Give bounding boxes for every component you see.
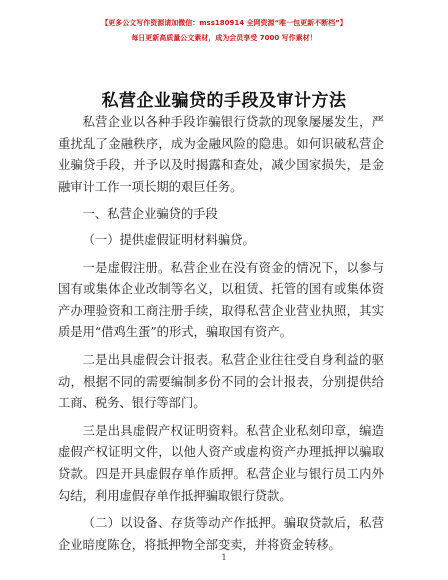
promo-line-1: 【更多公文写作资源请加微信：mss180914 全网资源“唯一包更新不断档”】	[101, 19, 347, 27]
page-number: 1	[221, 553, 227, 562]
document-title: 私营企业骗贷的手段及审计方法	[101, 91, 347, 111]
body-paragraph: 二是出具虚假会计报表。私营企业往往受自身利益的驱动，根据不同的需要编制多份不同的会计报表，分别提供给工商、税务、银行等部门。	[58, 352, 384, 411]
intro-paragraph: 私营企业以各种手段诈骗银行贷款的现象屡屡发生，严重扰乱了金融秩序，成为金融风险的隐患。如何识破私营企业骗贷手段，并予以及时揭露和查处，减少国家损失，是金融审计工作一项长期的艰巨任务。	[58, 115, 384, 194]
section-heading: 一、私营企业骗贷的手段	[82, 207, 218, 222]
promo-line-2: 每日更新高质量公文素材，成为会员享受 7000 写作素材！	[131, 34, 317, 42]
body-paragraph: 三是出具虚假产权证明资料。私营企业私刻印章，编造虚假产权证明文件，以他人资产或虚构资产办理抵押以骗取贷款。四是开具虚假存单作质押。私营企业与银行员工内外勾结，利用虚假存单作抵押骗取银行贷款。	[58, 423, 384, 503]
document-body	[58, 112, 384, 562]
subsection-paragraph: （二）以设备、存货等动产作抵押。骗取贷款后，私营企业暗度陈仓，将抵押物全部变卖，并将资金转移。	[58, 516, 384, 552]
promo-banner	[0, 18, 448, 43]
subsection-heading: （一）提供虚假证明材料骗贷。	[82, 232, 255, 247]
body-paragraph: 一是虚假注册。私营企业在没有资金的情况下，以参与国有或集体企业改制等名义，以租赁、托管的国有或集体资产办理验资和工商注册手续，取得私营企业营业执照，其实质是用“借鸡生蛋”的形式，骗取国有资产。	[58, 260, 384, 340]
